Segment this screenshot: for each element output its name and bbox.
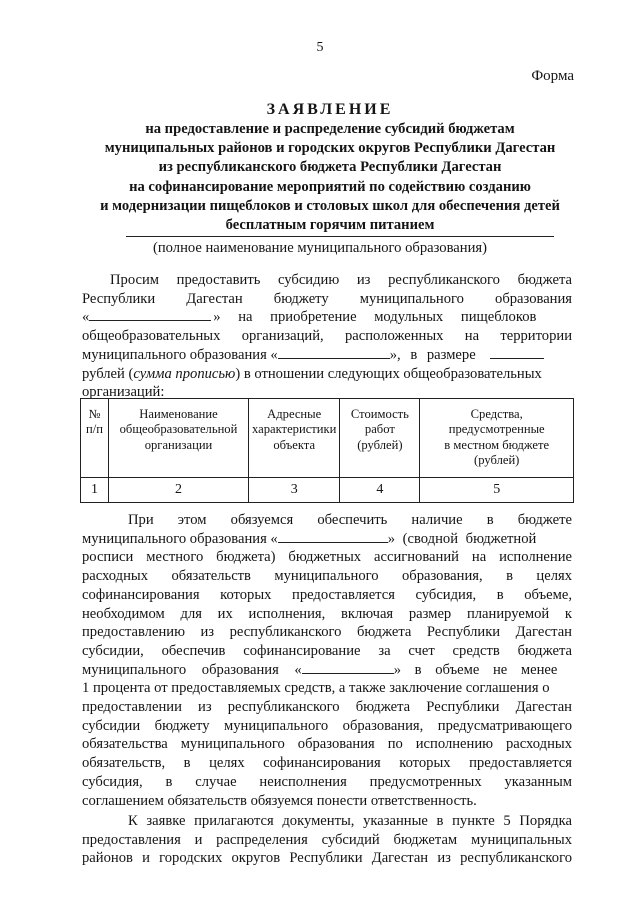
municipality-caption: (полное наименование муниципального образования) <box>153 240 487 256</box>
municipality-blank <box>302 661 394 674</box>
attachments-paragraph <box>82 812 572 868</box>
table-cell: 1 <box>81 478 109 503</box>
column-header-cost: Стоимость работ (рублей) <box>340 399 420 478</box>
text-line: К заявке прилагаются документы, указанные в пункте 5 Порядка <box>128 813 572 829</box>
text-line: расходных обязательств муниципального образования, в целях <box>82 568 572 585</box>
text-line: субсидии, обеспечив софинансирование за счет средств бюджета <box>82 642 572 659</box>
text-line: предоставления и распределения субсидий бюджетам муниципальных <box>82 831 572 848</box>
text-line: муниципального образования « », в размере <box>82 346 572 365</box>
table-cell: 3 <box>249 478 340 503</box>
municipality-name-line <box>126 236 554 237</box>
text-line: муниципального образования « » (сводной бюджетной <box>82 530 537 547</box>
organizations-table <box>80 398 574 503</box>
text-line: субсидия, в случае неисполнения предусмотренных указанным <box>82 773 572 790</box>
heading-line: из республиканского бюджета Республики Дагестан <box>158 159 502 176</box>
text-line: При этом обязуемся обеспечить наличие в бюджете <box>128 512 572 528</box>
column-header-organization: Наименование общеобразовательной организации <box>109 399 249 478</box>
text-line: рублей (сумма прописью) в отношении следующих общеобразовательных <box>82 365 542 382</box>
column-header-local-budget: Средства, предусмотренные в местном бюджете (рублей) <box>420 399 574 478</box>
heading-line: и модернизации пищеблоков и столовых школ для обеспечения детей <box>100 197 560 214</box>
table-row <box>81 478 574 503</box>
text-line: предоставлении из республиканского бюджета Республики Дагестан <box>82 699 572 716</box>
text-line: обязательств, в целях софинансирования которых предоставляется <box>82 755 572 772</box>
document-heading <box>70 100 590 235</box>
text-line: софинансирования которых предоставляется субсидия, в объеме, <box>82 586 572 603</box>
municipality-blank <box>278 346 390 359</box>
table-cell: 5 <box>420 478 574 503</box>
text-line: Республики Дагестан бюджету муниципального образования <box>82 290 572 307</box>
text-line: Просим предоставить субсидию из республиканского бюджета <box>110 272 572 288</box>
heading-line: бесплатным горячим питанием <box>225 217 435 234</box>
text-line: 1 процента от предоставляемых средств, а также заключение соглашения о <box>82 680 550 697</box>
text-line: общеобразовательных организаций, расположенных на территории <box>82 328 572 345</box>
request-paragraph <box>82 271 572 402</box>
text-line: росписи местного бюджета) бюджетных ассигнований на исполнение <box>82 549 572 566</box>
table-cell: 4 <box>340 478 420 503</box>
heading-line: на софинансирование мероприятий по содействию созданию <box>129 178 531 195</box>
text-line: « » на приобретение модульных пищеблоков <box>82 309 537 326</box>
column-header-address: Адресные характеристики объекта <box>249 399 340 478</box>
text-line: необходимом для их исполнения, включая размер планируемой к <box>82 605 572 622</box>
text-line: организаций: <box>82 384 165 401</box>
column-header-number: № п/п <box>81 399 109 478</box>
amount-blank <box>490 346 544 359</box>
text-line: обязательства муниципального образования по исполнению расходных <box>82 736 572 753</box>
text-line: предоставлению из республиканского бюджета Республики Дагестан <box>82 624 572 641</box>
text-line: субсидии бюджету муниципального образования, предусматривающего <box>82 717 572 734</box>
document-title: ЗАЯВЛЕНИЕ <box>266 101 394 118</box>
table-cell: 2 <box>109 478 249 503</box>
text-line: соглашением обязательств обязуемся понести ответственность. <box>82 792 477 809</box>
heading-line: муниципальных районов и городских округов Республики Дагестан <box>104 140 556 157</box>
text-line: муниципального образования « » в объеме не менее <box>82 661 558 678</box>
municipality-blank <box>89 308 211 321</box>
municipality-blank <box>278 530 388 543</box>
text-line: районов и городских округов Республики Дагестан из республиканского <box>82 850 572 867</box>
commitment-paragraph <box>82 511 572 810</box>
form-label: Форма <box>531 68 574 84</box>
page-number: 5 <box>316 40 324 55</box>
table-header-row <box>81 399 574 478</box>
heading-line: на предоставление и распределение субсидий бюджетам <box>145 121 515 137</box>
